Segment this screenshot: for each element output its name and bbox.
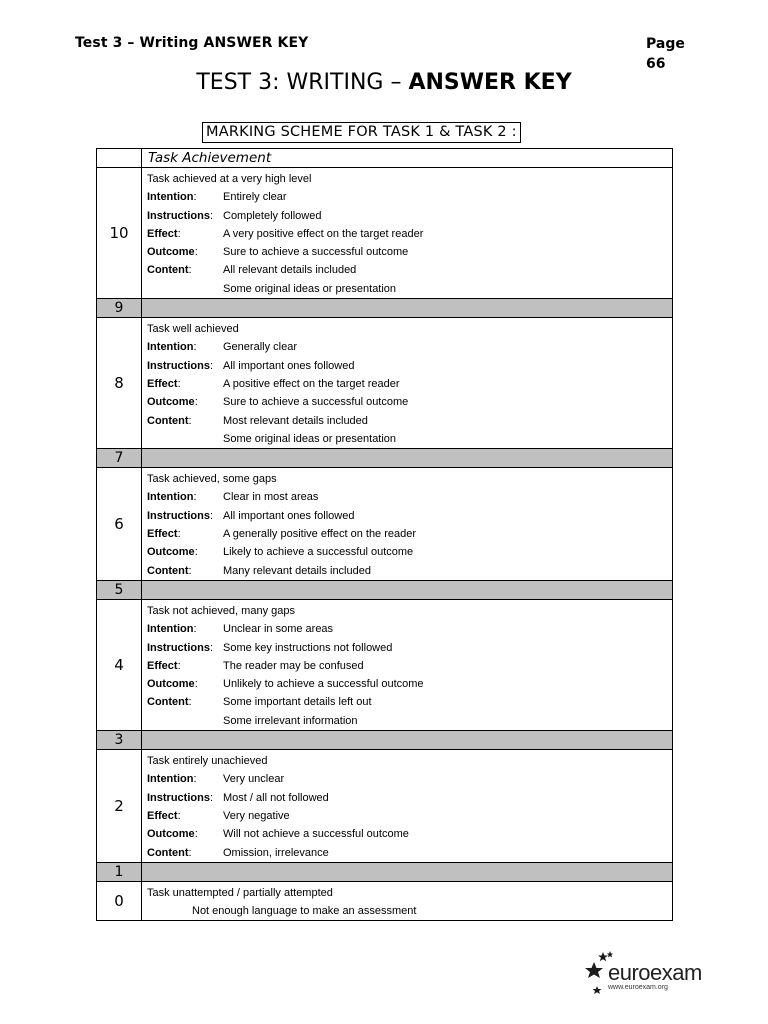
criterion-key: Effect:	[147, 659, 181, 672]
criterion-line	[147, 338, 672, 356]
criterion-line	[147, 488, 672, 506]
band-divider-row	[97, 731, 673, 750]
band-extra: Some original ideas or presentation	[223, 282, 397, 295]
criterion-line	[147, 693, 672, 711]
criterion-value: Sure to achieve a successful outcome	[223, 246, 409, 259]
criterion-value: Will not achieve a successful outcome	[223, 828, 409, 841]
marking-scheme-table	[96, 148, 673, 921]
band-score: 10	[97, 168, 142, 299]
criterion-line	[147, 525, 672, 543]
title-prefix: TEST 3: WRITING –	[196, 70, 409, 95]
criterion-key: Intention:	[147, 191, 197, 204]
criterion-value: Some key instructions not followed	[223, 641, 393, 654]
criterion-key: Content:	[147, 564, 192, 577]
band-description	[142, 731, 673, 750]
criterion-line	[147, 807, 672, 825]
criterion-line	[147, 393, 672, 411]
band-divider-row	[97, 449, 673, 468]
criterion-key: Instructions:	[147, 791, 214, 804]
band-divider-row	[97, 862, 673, 881]
band-score: 4	[97, 599, 142, 730]
band-extra: Some original ideas or presentation	[223, 432, 397, 445]
criterion-key: Instructions:	[147, 209, 214, 222]
criterion-value: Omission, irrelevance	[223, 846, 329, 859]
criterion-line	[147, 207, 672, 225]
criterion-value: The reader may be confused	[223, 659, 364, 672]
band-summary: Task achieved at a very high level	[147, 173, 312, 185]
band-row	[97, 168, 673, 299]
criterion-value: All relevant details included	[223, 264, 357, 277]
criterion-line	[147, 225, 672, 243]
task-achievement-header: Task Achievement	[142, 149, 673, 168]
criterion-key: Outcome:	[147, 678, 198, 691]
band-summary: Task well achieved	[147, 323, 239, 336]
page-label: Page	[646, 36, 685, 52]
band-score: 9	[97, 299, 142, 318]
criterion-value: Most relevant details included	[223, 414, 368, 427]
criterion-key: Outcome:	[147, 546, 198, 559]
euroexam-logo	[583, 950, 713, 1002]
criterion-key: Content:	[147, 846, 192, 859]
criterion-line	[147, 639, 672, 657]
band-description	[142, 299, 673, 318]
criterion-value: A generally positive effect on the reader	[223, 528, 417, 541]
band-summary: Task unattempted / partially attempted	[147, 886, 333, 899]
criterion-line	[147, 357, 672, 375]
criterion-line	[147, 675, 672, 693]
band-extra: Some irrelevant information	[223, 714, 358, 727]
band-score: 3	[97, 731, 142, 750]
criterion-value: A very positive effect on the target reader	[223, 227, 424, 240]
criterion-line	[147, 261, 672, 279]
criterion-line	[147, 543, 672, 561]
band-score: 6	[97, 468, 142, 581]
criterion-key: Instructions:	[147, 359, 214, 372]
band-description	[142, 599, 673, 730]
criterion-value: Entirely clear	[223, 191, 287, 204]
criterion-value: Completely followed	[223, 209, 322, 222]
criterion-line	[147, 770, 672, 788]
band-description	[142, 750, 673, 863]
criterion-value: Clear in most areas	[223, 491, 319, 504]
criterion-line	[147, 507, 672, 525]
band-score: 5	[97, 580, 142, 599]
criterion-line	[147, 825, 672, 843]
band-summary: Task entirely unachieved	[147, 755, 268, 768]
criterion-key: Outcome:	[147, 246, 198, 259]
marking-scheme-heading: MARKING SCHEME FOR TASK 1 & TASK 2 :	[202, 122, 521, 143]
page-indicator	[646, 34, 706, 74]
table-header-row	[97, 149, 673, 168]
criterion-key: Content:	[147, 696, 192, 709]
criterion-value: Most / all not followed	[223, 791, 329, 804]
criterion-key: Content:	[147, 414, 192, 427]
document-title	[0, 70, 768, 95]
band-row	[97, 881, 673, 921]
criterion-key: Content:	[147, 264, 192, 277]
criterion-line	[147, 243, 672, 261]
criterion-key: Intention:	[147, 773, 197, 786]
band-score: 7	[97, 449, 142, 468]
criterion-line	[147, 188, 672, 206]
criterion-key: Outcome:	[147, 396, 198, 409]
criterion-key: Effect:	[147, 528, 181, 541]
criterion-value: Very unclear	[223, 773, 285, 786]
band-score: 0	[97, 881, 142, 921]
band-description	[142, 862, 673, 881]
header-blank-cell	[97, 149, 142, 168]
criterion-key: Intention:	[147, 341, 197, 354]
criterion-line	[147, 657, 672, 675]
logo-word: euroexam	[608, 960, 702, 985]
criterion-key: Instructions:	[147, 509, 214, 522]
criterion-value: Unclear in some areas	[223, 623, 334, 636]
criterion-value: All important ones followed	[223, 359, 355, 372]
band-description	[142, 468, 673, 581]
band-row	[97, 318, 673, 449]
criterion-line	[147, 562, 672, 580]
criterion-key: Intention:	[147, 491, 197, 504]
band-score: 8	[97, 318, 142, 449]
criterion-value: Likely to achieve a successful outcome	[223, 546, 414, 559]
band-description	[142, 318, 673, 449]
page-number: 66	[646, 56, 666, 72]
band-description	[142, 449, 673, 468]
criterion-key: Effect:	[147, 809, 181, 822]
band-description	[142, 580, 673, 599]
logo-url: www.euroexam.org	[608, 984, 668, 991]
band-score: 1	[97, 862, 142, 881]
band-divider-row	[97, 299, 673, 318]
criterion-value: Very negative	[223, 809, 290, 822]
criterion-line	[147, 844, 672, 862]
criterion-key: Effect:	[147, 377, 181, 390]
criterion-key: Effect:	[147, 227, 181, 240]
band-summary: Task not achieved, many gaps	[147, 604, 295, 617]
criterion-line	[147, 789, 672, 807]
band-row	[97, 750, 673, 863]
criterion-line	[147, 375, 672, 393]
header-title: Test 3 – Writing ANSWER KEY	[75, 35, 309, 51]
criterion-value: All important ones followed	[223, 509, 355, 522]
band-description	[142, 168, 673, 299]
title-bold: ANSWER KEY	[408, 70, 572, 95]
band-row	[97, 468, 673, 581]
band-row	[97, 599, 673, 730]
criterion-key: Instructions:	[147, 641, 214, 654]
band-summary: Task achieved, some gaps	[147, 473, 277, 486]
criterion-line	[147, 412, 672, 430]
criterion-value: Unlikely to achieve a successful outcome	[223, 678, 424, 691]
criterion-value: Many relevant details included	[223, 564, 371, 577]
band-divider-row	[97, 580, 673, 599]
criterion-key: Outcome:	[147, 828, 198, 841]
criterion-value: Sure to achieve a successful outcome	[223, 396, 409, 409]
criterion-value: A positive effect on the target reader	[223, 377, 400, 390]
band-extra: Not enough language to make an assessment	[192, 905, 417, 918]
criterion-key: Intention:	[147, 623, 197, 636]
criterion-value: Some important details left out	[223, 696, 372, 709]
criterion-value: Generally clear	[223, 341, 297, 354]
band-description	[142, 881, 673, 921]
band-score: 2	[97, 750, 142, 863]
criterion-line	[147, 620, 672, 638]
